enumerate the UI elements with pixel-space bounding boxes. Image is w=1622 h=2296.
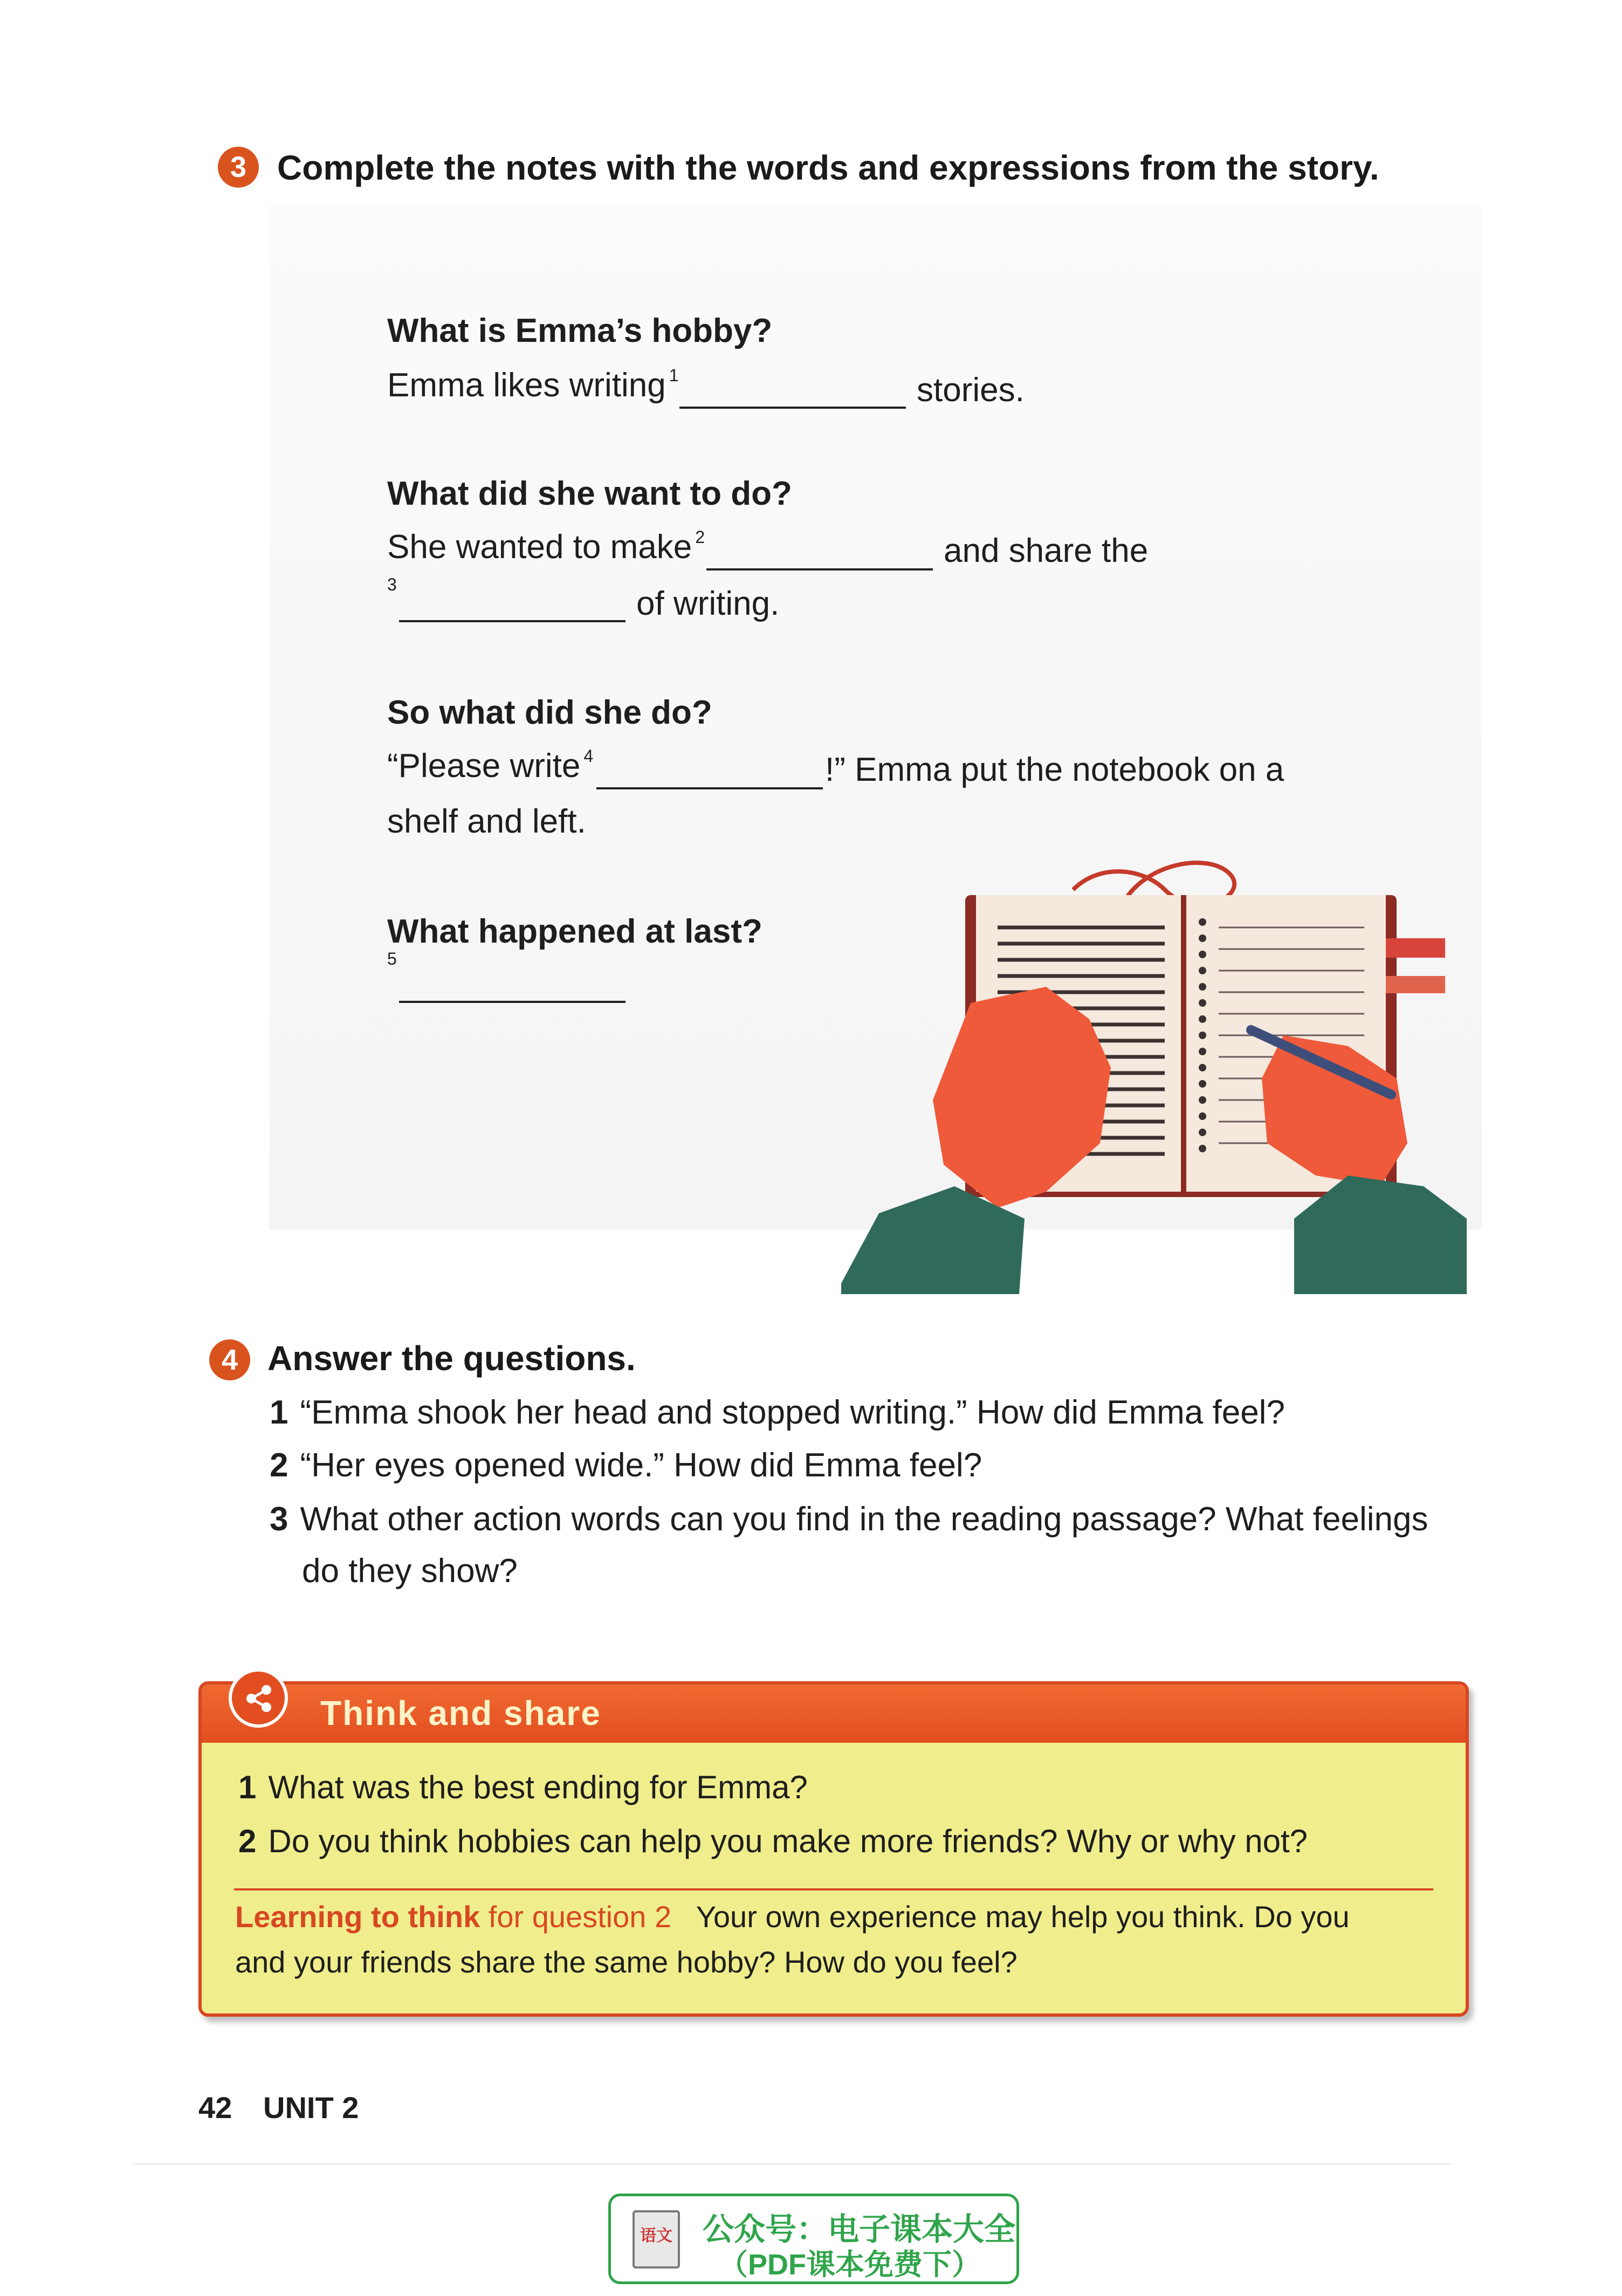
question-2: 2 “Her eyes opened wide.” How did Emma feel? bbox=[270, 1447, 982, 1484]
share-question-2: 2 Do you think hobbies can help you make more friends? Why or why not? bbox=[238, 1823, 1308, 1859]
question-3: 3 What other action words can you find in the reading passage? What feelings bbox=[270, 1501, 1428, 1538]
note-text: She wanted to make bbox=[387, 528, 692, 566]
exercise-4-number: 4 bbox=[209, 1339, 250, 1380]
learning-to-think-line-1: Learning to think for question 2 Your own experience may help you think. Do you bbox=[235, 1900, 1350, 1934]
watermark-line-2: （PDF课本免费下） bbox=[719, 2249, 981, 2281]
blank-number: 1 bbox=[669, 366, 679, 385]
blank-number-5: 5 bbox=[387, 949, 397, 968]
think-and-share-box bbox=[198, 1681, 1469, 2017]
page-number: 42 bbox=[198, 2091, 232, 2125]
blank-number: 2 bbox=[695, 527, 705, 547]
think-and-share-title: Think and share bbox=[320, 1694, 601, 1733]
watermark-line-1: 公众号：电子课本大全 bbox=[703, 2212, 1016, 2247]
note-text-middle-2: and share the bbox=[944, 532, 1149, 569]
note-heading-want: What did she want to do? bbox=[387, 475, 792, 512]
exercise-3-instruction: Complete the notes with the words and expressions from the story. bbox=[277, 148, 1379, 187]
watermark-badge bbox=[608, 2194, 1019, 2284]
notebook-illustration bbox=[820, 841, 1477, 1294]
note-text-after-3: of writing. bbox=[636, 585, 780, 622]
blank-1[interactable] bbox=[679, 407, 906, 409]
note-line-4b: shelf and left. bbox=[387, 803, 586, 840]
exercise-3-number: 3 bbox=[218, 147, 259, 188]
blank-2[interactable] bbox=[706, 568, 933, 570]
note-heading-last: What happened at last? bbox=[387, 913, 762, 950]
blank-5[interactable] bbox=[399, 1001, 626, 1003]
learning-to-think-line-2: and your friends share the same hobby? How do you feel? bbox=[235, 1945, 1018, 1979]
book-icon bbox=[633, 2210, 680, 2268]
note-heading-did: So what did she do? bbox=[387, 694, 712, 731]
book-icon-label: 语文 bbox=[640, 2227, 672, 2245]
note-heading-hobby: What is Emma’s hobby? bbox=[387, 312, 773, 349]
unit-label: UNIT 2 bbox=[263, 2091, 359, 2125]
note-line-1 bbox=[387, 366, 679, 404]
note-text: “Please write bbox=[387, 747, 581, 785]
page-bottom-rule bbox=[135, 2163, 1451, 2165]
blank-number: 4 bbox=[583, 746, 594, 766]
share-icon bbox=[229, 1668, 288, 1728]
note-line-2 bbox=[387, 527, 705, 566]
share-question-1: 1 What was the best ending for Emma? bbox=[238, 1769, 808, 1805]
note-line-4 bbox=[387, 746, 593, 785]
exercise-4-instruction: Answer the questions. bbox=[267, 1339, 636, 1378]
share-divider bbox=[234, 1888, 1433, 1891]
blank-4[interactable] bbox=[596, 787, 823, 789]
blank-number-3: 3 bbox=[387, 575, 397, 594]
question-3-continued: do they show? bbox=[302, 1552, 518, 1590]
question-1: 1 “Emma shook her head and stopped writing.” How did Emma feel? bbox=[270, 1394, 1285, 1431]
note-text: Emma likes writing bbox=[387, 367, 666, 404]
blank-3[interactable] bbox=[399, 620, 626, 622]
note-text-after-4: !” Emma put the notebook on a bbox=[825, 751, 1284, 788]
note-text-after-1: stories. bbox=[917, 372, 1025, 409]
